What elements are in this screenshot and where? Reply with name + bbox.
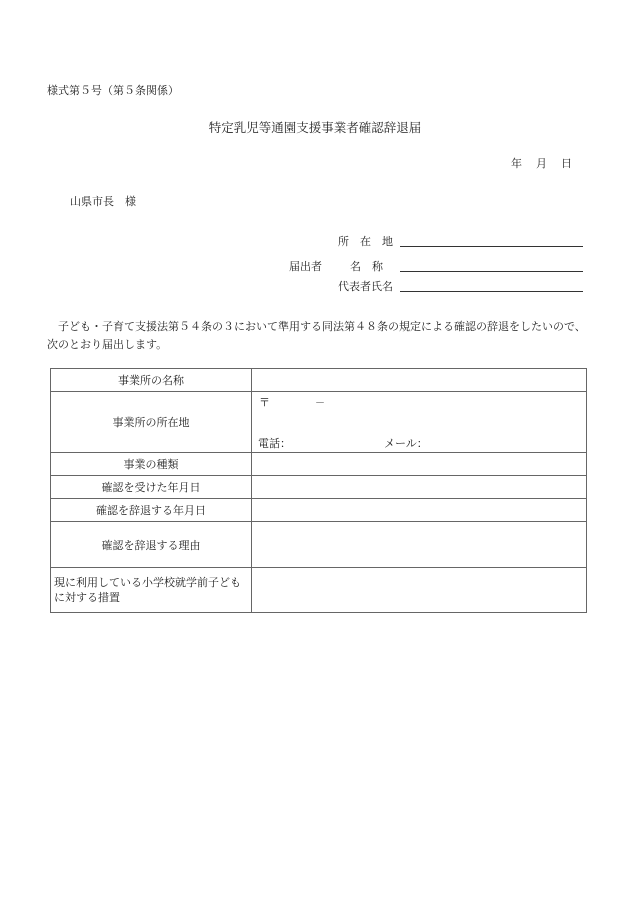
table-row xyxy=(51,499,587,522)
document-title: 特定乳児等通園支援事業者確認辞退届 xyxy=(208,120,422,135)
notifier-representative-field[interactable] xyxy=(338,278,583,294)
notifier-address-label: 所 在 地 xyxy=(338,235,393,248)
notifier-representative-line[interactable] xyxy=(400,291,583,292)
table-row xyxy=(51,453,587,476)
body-text: 子ども・子育て支援法第５４条の３において準用する同法第４８条の規定による確認の辞退をしたいので、次のとおり届出します。 xyxy=(47,320,586,351)
withdrawal-form-table xyxy=(50,368,587,613)
table-row xyxy=(51,369,587,392)
notifier-name-line[interactable] xyxy=(400,271,583,272)
confirmation-date-cell[interactable] xyxy=(252,476,587,499)
notifier-name-label: 名 称 xyxy=(350,260,383,273)
row-label: 事業所の所在地 xyxy=(51,392,252,453)
withdrawal-reason-cell[interactable] xyxy=(252,522,587,568)
notifier-address-line[interactable] xyxy=(400,246,583,247)
facility-name-cell[interactable] xyxy=(252,369,587,392)
date-year: 年 xyxy=(511,157,522,170)
notifier-label: 届出者 xyxy=(289,260,322,273)
row-label: 事業の種類 xyxy=(51,453,252,476)
postal-mark-icon: 〒 xyxy=(259,396,270,409)
table-row xyxy=(51,476,587,499)
row-label: 確認を辞退する年月日 xyxy=(51,499,252,522)
withdrawal-date-cell[interactable] xyxy=(252,499,587,522)
notifier-representative-label: 代表者氏名 xyxy=(338,280,393,293)
date-month: 月 xyxy=(536,157,547,170)
mail-label: メール： xyxy=(384,437,428,450)
date-line xyxy=(511,155,572,171)
row-label: 確認を受けた年月日 xyxy=(51,476,252,499)
table-row xyxy=(51,568,587,613)
notifier-address-field[interactable] xyxy=(338,233,583,249)
form-number: 様式第５号（第５条関係） xyxy=(47,84,179,97)
table-row xyxy=(51,392,587,453)
tel-label: 電話： xyxy=(258,437,291,450)
row-label: 現に利用している小学校就学前子どもに対する措置 xyxy=(51,568,252,613)
facility-address-cell[interactable] xyxy=(252,392,587,453)
business-type-cell[interactable] xyxy=(252,453,587,476)
notifier-name-field[interactable] xyxy=(338,258,583,274)
measures-cell[interactable] xyxy=(252,568,587,613)
postal-dash: － xyxy=(315,398,325,409)
row-label: 確認を辞退する理由 xyxy=(51,522,252,568)
row-label: 事業所の名称 xyxy=(51,369,252,392)
date-day: 日 xyxy=(561,157,572,170)
table-row xyxy=(51,522,587,568)
addressee: 山県市長 様 xyxy=(70,195,136,208)
